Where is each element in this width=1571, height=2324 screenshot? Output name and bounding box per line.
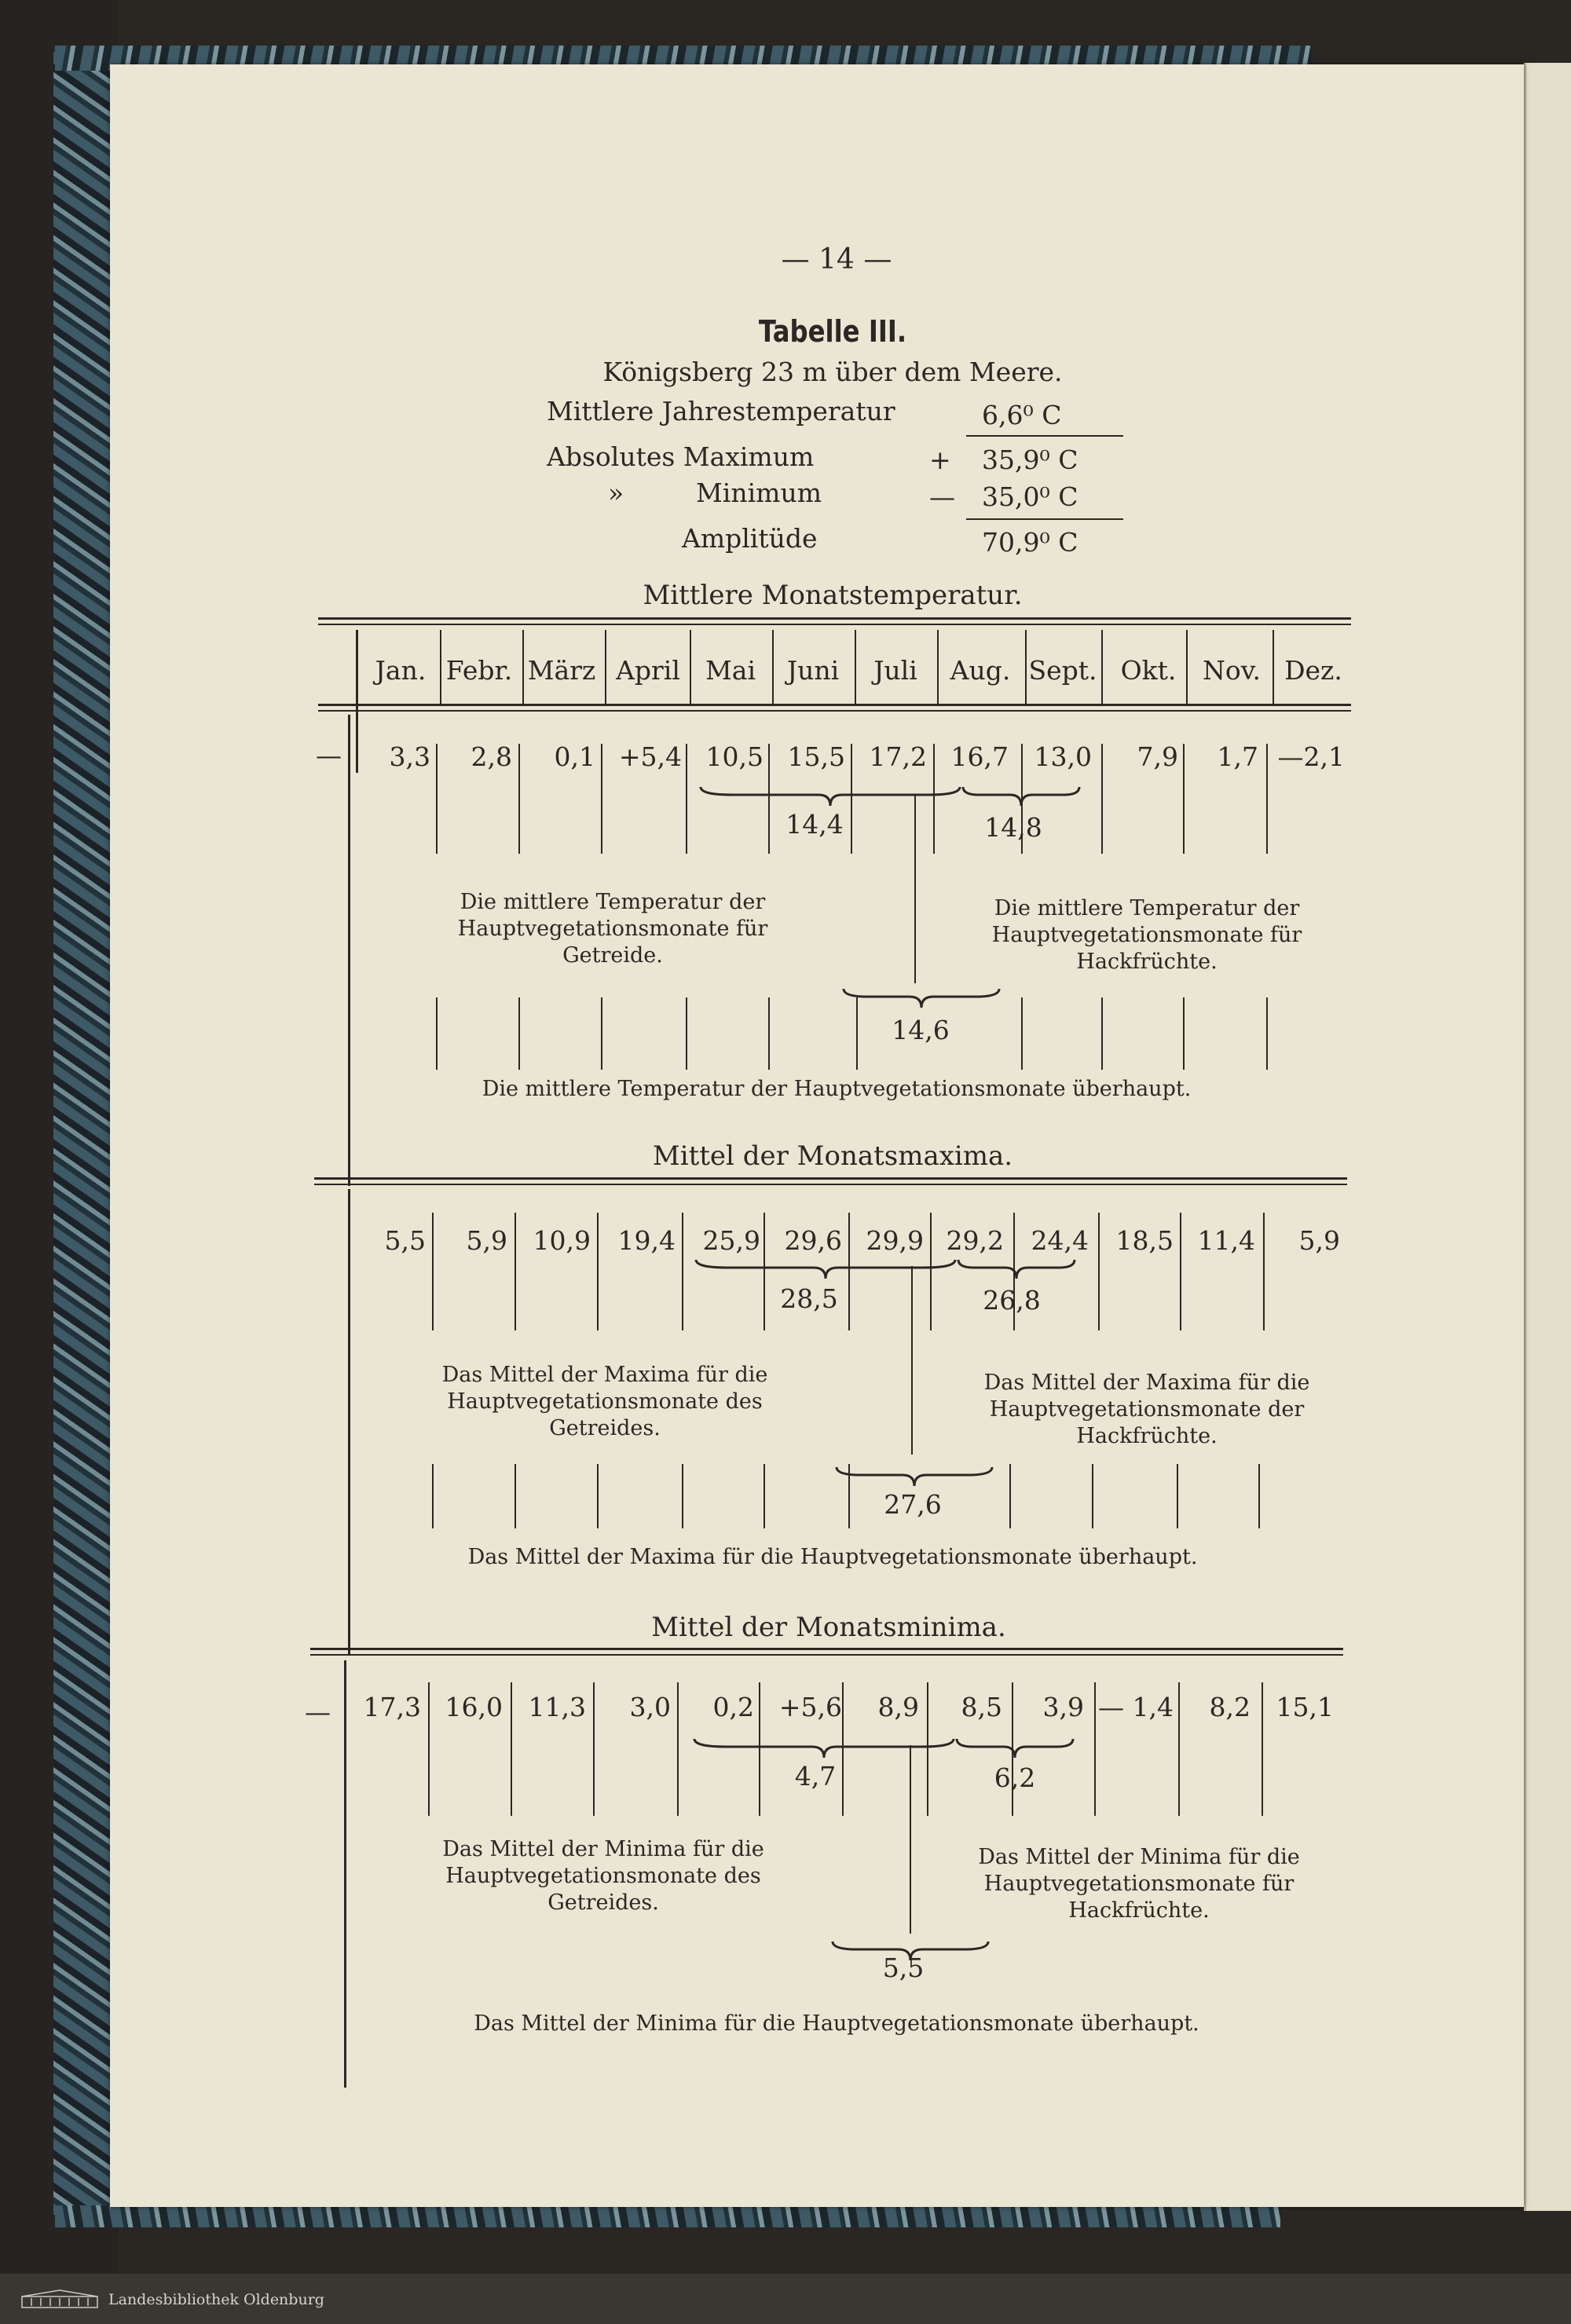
column-rule xyxy=(518,997,520,1070)
brace-grain xyxy=(696,1258,955,1282)
table-rule-top xyxy=(318,617,1351,620)
month-header-10: Okt. xyxy=(1120,655,1177,686)
header-col-rule xyxy=(937,630,939,704)
split-rule xyxy=(910,1745,911,1934)
column-rule xyxy=(1263,1213,1265,1330)
section-title: Mittlere Monatstemperatur. xyxy=(643,580,1023,611)
value-märz: 11,3 xyxy=(528,1692,586,1722)
month-header-3: März xyxy=(527,655,596,686)
value-mai: 25,9 xyxy=(702,1225,760,1256)
marbled-cover-bottom xyxy=(55,2205,1280,2227)
column-rule xyxy=(682,1213,683,1330)
section-rule-2 xyxy=(314,1184,1347,1185)
overall-mean: 5,5 xyxy=(882,1953,925,1983)
value-dez: —2,1 xyxy=(1277,741,1345,772)
root-mean: 26,8 xyxy=(983,1285,1041,1316)
column-rule xyxy=(856,997,858,1070)
mean-value: 6,6⁰ C xyxy=(982,400,1062,430)
grain-caption: Die mittlere Temperatur der Hauptvegetationsmonate für Getreide. xyxy=(457,890,768,968)
month-header-8: Aug. xyxy=(950,655,1011,686)
header-col-rule xyxy=(1186,630,1188,704)
column-rule xyxy=(1101,744,1103,854)
header-col-rule xyxy=(772,630,774,704)
brace-root xyxy=(963,785,1079,809)
month-header-2: Febr. xyxy=(445,655,513,686)
value-sept: 24,4 xyxy=(1031,1225,1089,1256)
overall-caption: Das Mittel der Minima für die Hauptvegetationsmonate überhaupt. xyxy=(474,2011,1199,2036)
value-okt: 7,9 xyxy=(1137,741,1178,772)
overall-caption: Das Mittel der Maxima für die Hauptvegetationsmonate überhaupt. xyxy=(467,1545,1198,1569)
brace-root xyxy=(957,1737,1073,1761)
value-juni: +5,6 xyxy=(778,1692,842,1722)
column-rule xyxy=(764,1464,765,1528)
column-rule xyxy=(1177,1464,1178,1528)
table-rule-top-2 xyxy=(318,624,1351,625)
library-building-icon xyxy=(20,2289,99,2309)
root-caption: Das Mittel der Minima für die Hauptvegetationsmonate für Hackfrüchte. xyxy=(978,1845,1300,1923)
value-jan: 3,3 xyxy=(389,741,430,772)
column-rule xyxy=(848,1464,850,1528)
column-rule xyxy=(1178,1682,1180,1816)
section-title: Mittel der Monatsmaxima. xyxy=(652,1140,1013,1172)
column-rule xyxy=(436,744,438,854)
row-sign: — xyxy=(316,740,342,770)
value-nov: 8,2 xyxy=(1209,1692,1251,1722)
column-rule xyxy=(1266,997,1268,1070)
grain-caption: Das Mittel der Minima für die Hauptvegetationsmonate des Getreides. xyxy=(442,1837,764,1915)
value-juli: 8,9 xyxy=(877,1692,919,1722)
header-col-rule xyxy=(522,630,524,704)
column-rule xyxy=(686,744,687,854)
column-rule xyxy=(432,1213,434,1330)
column-rule xyxy=(511,1682,512,1816)
root-mean: 14,8 xyxy=(984,812,1042,843)
overall-mean: 27,6 xyxy=(884,1489,942,1520)
root-caption: Die mittlere Temperatur der Hauptvegetationsmonate für Hackfrüchte. xyxy=(991,896,1302,974)
max-sign: + xyxy=(929,445,951,475)
column-rule xyxy=(1258,1464,1260,1528)
value-juni: 29,6 xyxy=(784,1225,842,1256)
header-col-rule xyxy=(855,630,856,704)
amplitude-value: 70,9⁰ C xyxy=(982,527,1078,558)
value-mai: 10,5 xyxy=(705,741,764,772)
value-sept: 3,9 xyxy=(1042,1692,1084,1722)
row-sign: — xyxy=(305,1696,331,1727)
column-rule xyxy=(597,1464,599,1528)
amplitude-label: Amplitüde xyxy=(682,523,818,554)
column-rule xyxy=(1094,1682,1096,1816)
value-dez: 15,1 xyxy=(1276,1692,1334,1722)
column-rule xyxy=(436,997,438,1070)
min-value: 35,0⁰ C xyxy=(982,481,1078,512)
mean-label: Mittlere Jahrestemperatur xyxy=(547,396,895,426)
min-sign: — xyxy=(929,481,955,512)
column-rule xyxy=(1092,1464,1093,1528)
section-left-rule xyxy=(348,715,350,1186)
value-febr: 16,0 xyxy=(445,1692,503,1722)
brace-grain xyxy=(701,785,960,809)
stats-rule-2 xyxy=(966,518,1123,520)
value-juli: 29,9 xyxy=(866,1225,924,1256)
value-märz: 10,9 xyxy=(533,1225,591,1256)
column-rule xyxy=(601,744,602,854)
header-col-rule xyxy=(1101,630,1103,704)
table-title: Tabelle III. xyxy=(758,314,907,349)
ditto-mark: » xyxy=(608,478,624,508)
header-rule-2 xyxy=(318,710,1351,712)
column-rule xyxy=(1183,997,1185,1070)
value-okt: — 1,4 xyxy=(1098,1692,1174,1722)
grain-caption: Das Mittel der Maxima für die Hauptvegetationsmonate des Getreides. xyxy=(441,1363,768,1440)
month-header-12: Dez. xyxy=(1284,655,1342,686)
value-okt: 18,5 xyxy=(1115,1225,1174,1256)
brace-overall xyxy=(844,987,999,1011)
column-rule xyxy=(1266,744,1268,854)
value-aug: 8,5 xyxy=(961,1692,1002,1722)
column-rule xyxy=(428,1682,430,1816)
section-left-rule xyxy=(348,1189,350,1654)
min-label: Minimum xyxy=(696,478,822,508)
grain-mean: 4,7 xyxy=(794,1761,837,1791)
root-mean: 6,2 xyxy=(994,1762,1036,1793)
header-col-rule xyxy=(605,630,606,704)
column-rule xyxy=(1098,1213,1100,1330)
value-dez: 5,9 xyxy=(1298,1225,1340,1256)
split-rule xyxy=(911,1266,913,1455)
column-rule xyxy=(515,1464,516,1528)
section-left-rule xyxy=(344,1660,346,2088)
grain-mean: 14,4 xyxy=(786,809,844,840)
brace-grain xyxy=(694,1737,954,1761)
section-rule xyxy=(310,1648,1343,1650)
column-rule xyxy=(593,1682,595,1816)
value-sept: 13,0 xyxy=(1034,741,1092,772)
column-rule xyxy=(682,1464,683,1528)
column-rule xyxy=(1180,1213,1181,1330)
column-rule xyxy=(601,997,602,1070)
value-mai: 0,2 xyxy=(712,1692,754,1722)
footer-credit: Landesbibliothek Oldenburg xyxy=(108,2291,324,2308)
overall-caption: Die mittlere Temperatur der Hauptvegetationsmonate überhaupt. xyxy=(482,1077,1192,1101)
brace-overall xyxy=(837,1466,992,1489)
month-header-4: April xyxy=(616,655,680,686)
column-rule xyxy=(1101,997,1103,1070)
overall-mean: 14,6 xyxy=(892,1015,950,1045)
grain-mean: 28,5 xyxy=(780,1283,838,1314)
section-rule-2 xyxy=(310,1654,1343,1656)
month-header-7: Juli xyxy=(873,655,917,686)
month-header-9: Sept. xyxy=(1028,655,1097,686)
value-febr: 2,8 xyxy=(471,741,512,772)
station-line: Königsberg 23 m über dem Meere. xyxy=(602,357,1063,387)
value-jan: 5,5 xyxy=(384,1225,426,1256)
value-febr: 5,9 xyxy=(466,1225,507,1256)
column-rule xyxy=(432,1464,434,1528)
month-header-1: Jan. xyxy=(375,655,427,686)
column-rule xyxy=(677,1682,679,1816)
value-april: +5,4 xyxy=(618,741,682,772)
column-rule xyxy=(1009,1464,1011,1528)
month-header-6: Juni xyxy=(786,655,840,686)
value-aug: 16,7 xyxy=(950,741,1009,772)
value-nov: 11,4 xyxy=(1197,1225,1255,1256)
stats-rule-1 xyxy=(966,435,1123,437)
scanned-page xyxy=(110,64,1524,2207)
table-left-rule xyxy=(356,630,358,773)
column-rule xyxy=(515,1213,516,1330)
header-col-rule xyxy=(690,630,691,704)
value-april: 19,4 xyxy=(617,1225,676,1256)
column-rule xyxy=(768,997,770,1070)
value-aug: 29,2 xyxy=(946,1225,1004,1256)
column-rule xyxy=(1183,744,1185,854)
facing-page-edge xyxy=(1524,63,1571,2211)
value-juli: 17,2 xyxy=(869,741,927,772)
month-header-11: Nov. xyxy=(1203,655,1261,686)
section-rule xyxy=(314,1177,1347,1180)
value-april: 3,0 xyxy=(629,1692,671,1722)
value-märz: 0,1 xyxy=(554,741,595,772)
header-col-rule xyxy=(440,630,441,704)
column-rule xyxy=(1021,997,1023,1070)
section-title: Mittel der Monatsminima. xyxy=(651,1612,1006,1643)
page-number: — 14 — xyxy=(781,243,892,276)
value-jan: 17,3 xyxy=(363,1692,421,1722)
root-caption: Das Mittel der Maxima für die Hauptvegetationsmonate der Hackfrüchte. xyxy=(983,1371,1310,1448)
max-label: Absolutes Maximum xyxy=(547,441,815,472)
split-rule xyxy=(914,795,916,983)
value-juni: 15,5 xyxy=(787,741,845,772)
brace-root xyxy=(958,1258,1075,1282)
header-rule xyxy=(318,704,1351,706)
column-rule xyxy=(1262,1682,1263,1816)
header-col-rule xyxy=(1025,630,1027,704)
column-rule xyxy=(597,1213,599,1330)
max-value: 35,9⁰ C xyxy=(982,445,1078,475)
column-rule xyxy=(686,997,687,1070)
column-rule xyxy=(518,744,520,854)
month-header-5: Mai xyxy=(705,655,756,686)
header-col-rule xyxy=(1273,630,1274,704)
value-nov: 1,7 xyxy=(1217,741,1258,772)
